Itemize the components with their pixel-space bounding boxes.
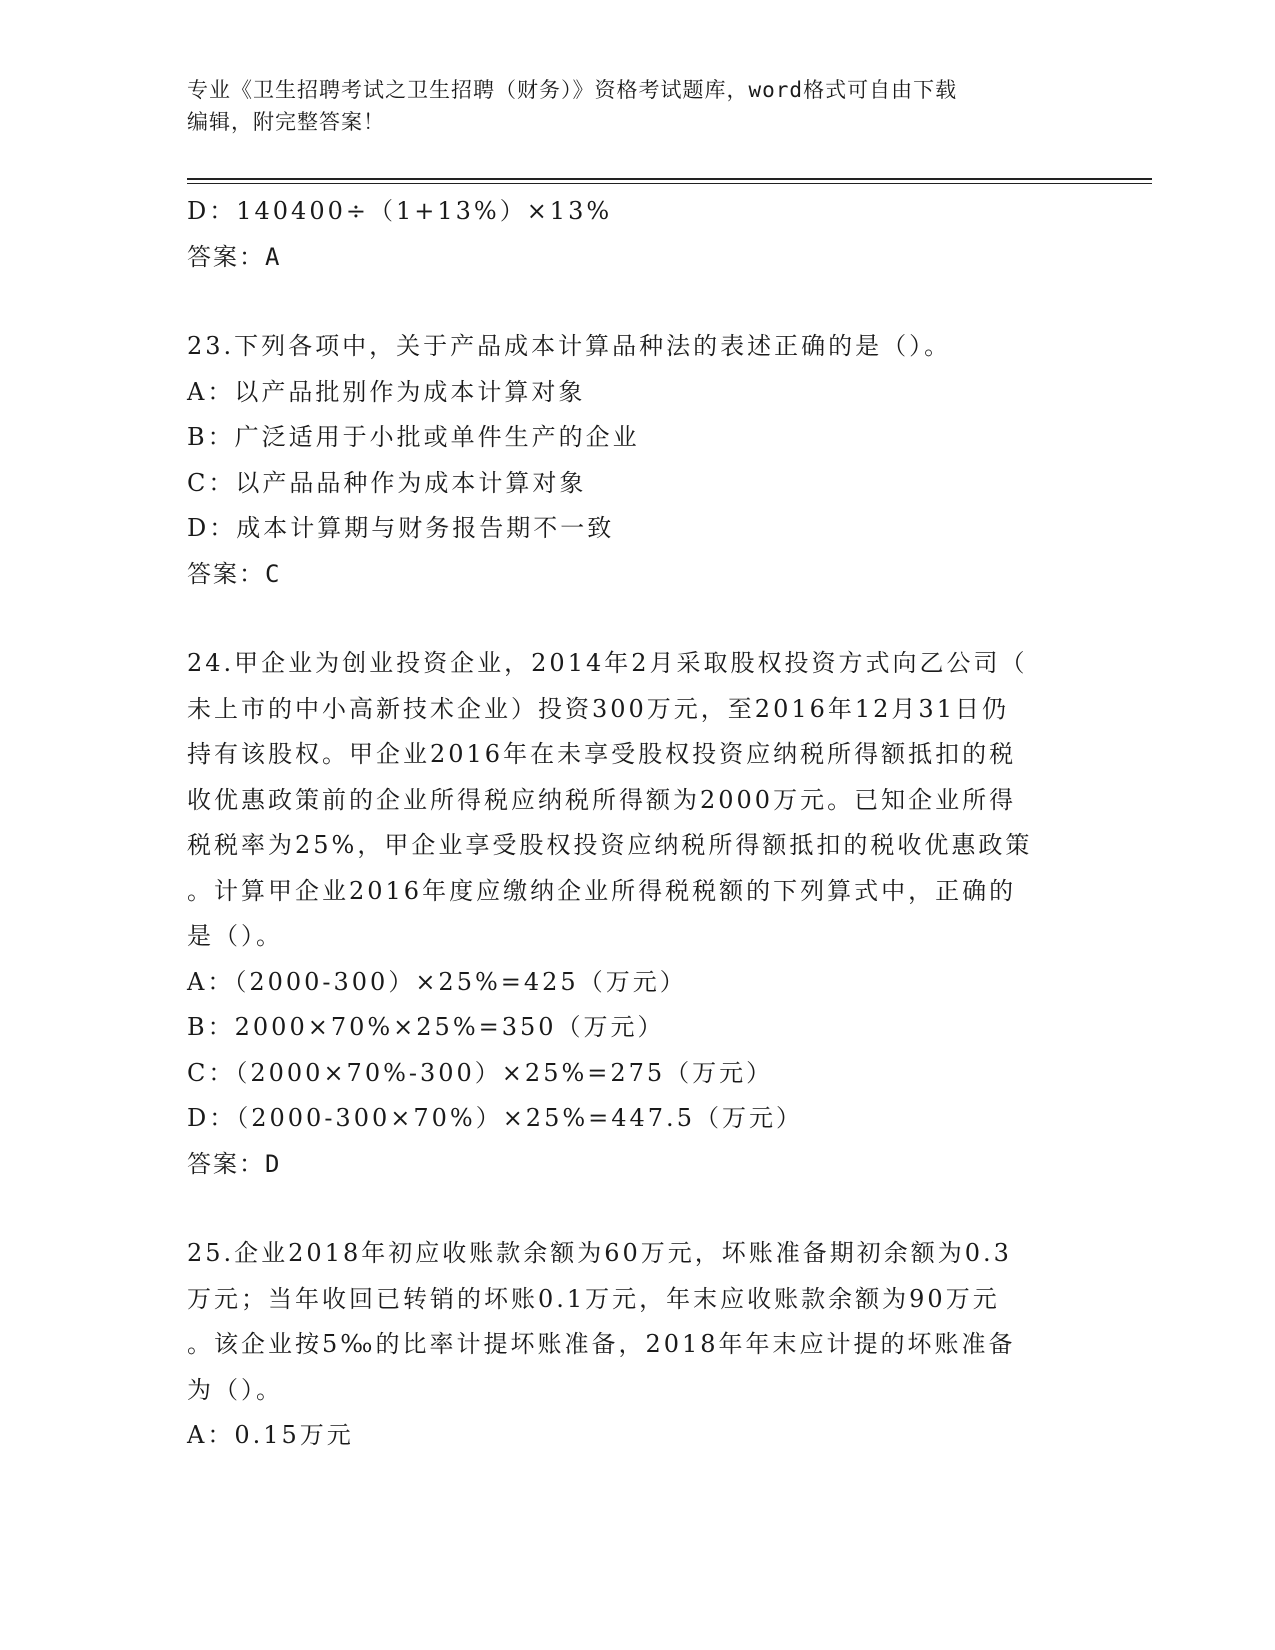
option-d: D：成本计算期与财务报告期不一致: [187, 514, 615, 542]
header-divider-thick: [187, 178, 1152, 180]
question-stem-line: 。该企业按5‰的比率计提坏账准备，2018年年末应计提的坏账准备: [187, 1330, 1016, 1358]
spacer: [187, 280, 1087, 324]
document-body: [187, 189, 1087, 1459]
header-line-1: 专业《卫生招聘考试之卫生招聘（财务）》资格考试题库，word格式可自由下载: [187, 78, 958, 102]
question-23: [187, 324, 1087, 597]
answer: 答案：A: [187, 242, 282, 271]
option-b: B：广泛适用于小批或单件生产的企业: [187, 423, 640, 451]
option-c: C：（2000×70%-300）×25%=275（万元）: [187, 1058, 774, 1087]
question-stem-line: 为（）。: [187, 1375, 283, 1404]
question-22-tail: [187, 189, 1087, 280]
question-stem-line: 税税率为25%，甲企业享受股权投资应纳税所得额抵扣的税收优惠政策: [187, 831, 1033, 859]
question-stem-line: 。计算甲企业2016年度应缴纳企业所得税税额的下列算式中，正确的: [187, 876, 1017, 905]
document-header: [187, 74, 1087, 138]
answer: 答案：D: [187, 1149, 282, 1178]
question-stem-line: 是（）。: [187, 922, 283, 950]
question-stem-line: 万元；当年收回已转销的坏账0.1万元，年末应收账款余额为90万元: [187, 1284, 1000, 1313]
question-stem-line: 收优惠政策前的企业所得税应纳税所得额为2000万元。已知企业所得: [187, 785, 1017, 814]
option-a: A：0.15万元: [187, 1421, 354, 1449]
option-d: D：（2000-300×70%）×25%=447.5（万元）: [187, 1104, 803, 1132]
option-a: A：（2000-300）×25%=425（万元）: [187, 967, 687, 996]
header-line-2: 编辑，附完整答案！: [187, 110, 385, 134]
spacer: [187, 1187, 1087, 1231]
question-stem-line: 25.企业2018年初应收账款余额为60万元，坏账准备期初余额为0.3: [187, 1239, 1012, 1267]
question-24: [187, 641, 1087, 1187]
option-d: D：140400÷（1+13%）×13%: [187, 197, 613, 225]
question-stem: 23.下列各项中，关于产品成本计算品种法的表述正确的是（）。: [187, 332, 952, 360]
option-a: A：以产品批别作为成本计算对象: [187, 377, 586, 406]
question-25: [187, 1231, 1087, 1459]
header-divider-thin: [187, 183, 1152, 184]
option-b: B：2000×70%×25%=350（万元）: [187, 1013, 665, 1041]
answer: 答案：C: [187, 559, 282, 588]
spacer: [187, 597, 1087, 641]
question-stem-line: 24.甲企业为创业投资企业，2014年2月采取股权投资方式向乙公司（: [187, 649, 1028, 677]
option-c: C：以产品品种作为成本计算对象: [187, 468, 587, 497]
question-stem-line: 未上市的中小高新技术企业）投资300万元，至2016年12月31日仍: [187, 694, 1009, 723]
question-stem-line: 持有该股权。甲企业2016年在未享受股权投资应纳税所得额抵扣的税: [187, 740, 1017, 768]
